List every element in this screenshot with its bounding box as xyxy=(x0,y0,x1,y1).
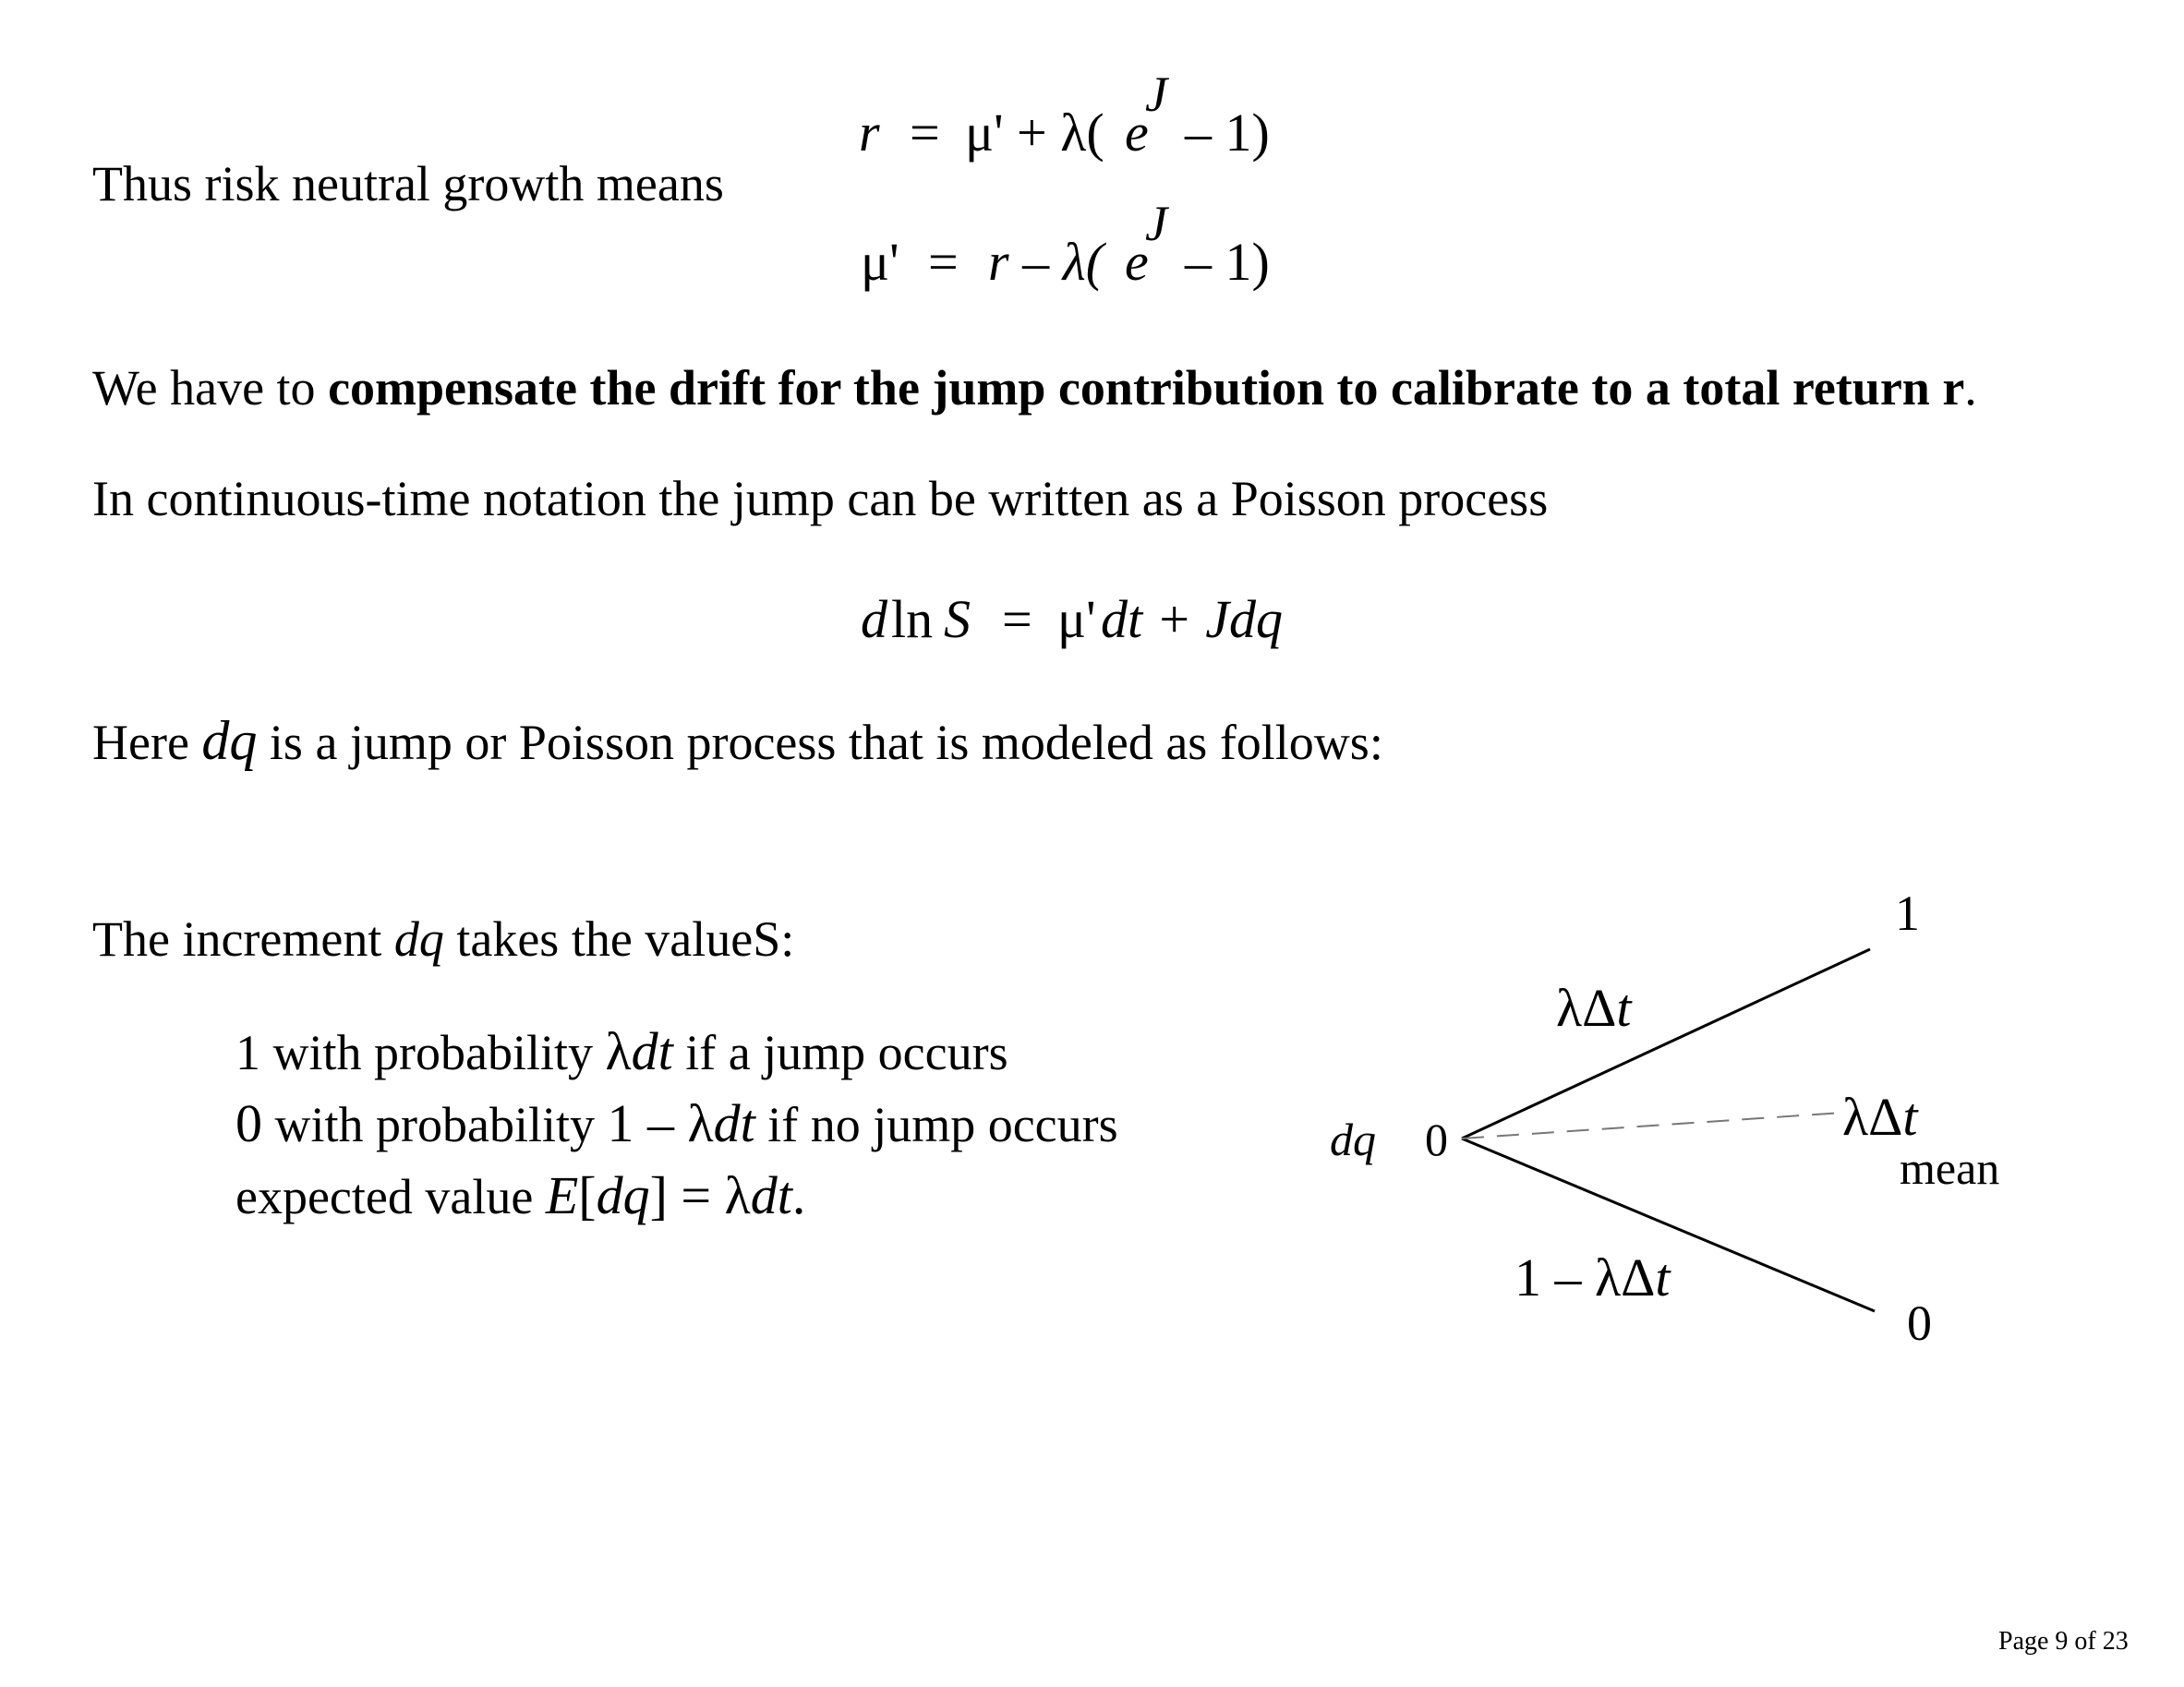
tree-mean-branch xyxy=(1462,1113,1842,1139)
eq3-mu: μ' xyxy=(1057,589,1096,649)
intro-text: Thus risk neutral growth means xyxy=(92,156,724,211)
item2-pre: with probability xyxy=(262,1097,608,1152)
eq2-rhs-b: – 1) xyxy=(1185,232,1270,292)
p1-pre: We have to xyxy=(92,360,329,416)
tree-mean-probability xyxy=(1842,1086,1918,1148)
p1-post: . xyxy=(1964,360,1977,416)
eq2-lhs: μ' xyxy=(861,232,899,292)
eq1-equals: = xyxy=(910,102,940,163)
eq3-ln: ln xyxy=(891,589,934,649)
eq1-exponent: J xyxy=(1145,66,1167,122)
item3-bracket-close: ] xyxy=(649,1165,668,1225)
tree-down-probability xyxy=(1514,1247,1671,1308)
item3-E: E xyxy=(545,1165,579,1225)
p4-math: dq xyxy=(393,911,444,967)
item3-dq: dq xyxy=(596,1165,650,1225)
item1-dt: dt xyxy=(631,1021,673,1081)
item1-pre: 1 with probability xyxy=(235,1025,606,1080)
item2-post: if no jump occurs xyxy=(754,1097,1118,1152)
p3-math: dq xyxy=(201,710,258,771)
item3-dt: dt xyxy=(750,1165,792,1225)
p3-pre: Here xyxy=(92,715,202,770)
tree-root-variable: dq xyxy=(1330,1114,1376,1165)
tree-root-value: 0 xyxy=(1425,1114,1448,1165)
down-prob-pre: 1 – λΔ xyxy=(1514,1247,1656,1307)
eq1-lhs: r xyxy=(859,102,880,163)
eq3-rhs: dt + Jdq xyxy=(1101,589,1283,649)
item2-math-a: 1 – λ xyxy=(607,1093,714,1153)
eq2-equals: = xyxy=(928,232,959,292)
eq2-rhs-a: r – λ( xyxy=(988,232,1104,292)
eq3-d: d xyxy=(861,589,887,649)
eq1-rhs-b: – 1) xyxy=(1185,102,1270,163)
item1-lambda: λ xyxy=(605,1021,632,1081)
mean-t: t xyxy=(1902,1087,1918,1147)
eq2-exponent: J xyxy=(1145,196,1167,251)
p1-bold: compensate the drift for the jump contribution to calibrate to a total return r xyxy=(328,360,1965,416)
item2-zero: 0 xyxy=(235,1093,262,1153)
item3-bracket-open: [ xyxy=(578,1165,597,1225)
item2-math-b: dt xyxy=(713,1093,755,1153)
down-prob-t: t xyxy=(1655,1247,1671,1307)
page-number: Page 9 of 23 xyxy=(1998,1627,2129,1656)
eq1-e: e xyxy=(1125,102,1149,163)
p4-pre: The increment xyxy=(92,911,394,967)
tree-down-value: 0 xyxy=(1907,1295,1932,1351)
eq1-rhs-a: μ' + λ( xyxy=(965,102,1104,163)
tree-up-probability xyxy=(1556,977,1632,1039)
item3-equals: = xyxy=(667,1165,725,1225)
mean-lambda: λΔ xyxy=(1842,1087,1903,1147)
up-prob-t: t xyxy=(1616,978,1632,1038)
p4-post: takes the valueS: xyxy=(443,911,795,967)
item3-dot: . xyxy=(791,1165,806,1225)
item3-lambda: λ xyxy=(724,1165,751,1225)
up-prob-lambda: λΔ xyxy=(1556,978,1617,1038)
eq3-equals: = xyxy=(1002,589,1032,649)
eq2-e: e xyxy=(1125,232,1149,292)
paragraph-poisson-intro: In continuous-time notation the jump can be written as a Poisson process xyxy=(92,471,1549,526)
p3-post: is a jump or Poisson process that is modeled as follows: xyxy=(257,715,1383,770)
tree-up-value: 1 xyxy=(1895,886,1920,941)
item3-pre: expected value xyxy=(235,1169,546,1224)
item1-post: if a jump occurs xyxy=(672,1025,1008,1080)
tree-mean-label: mean xyxy=(1900,1142,2000,1194)
tree-up-branch xyxy=(1462,949,1870,1139)
eq3-S: S xyxy=(944,589,971,649)
